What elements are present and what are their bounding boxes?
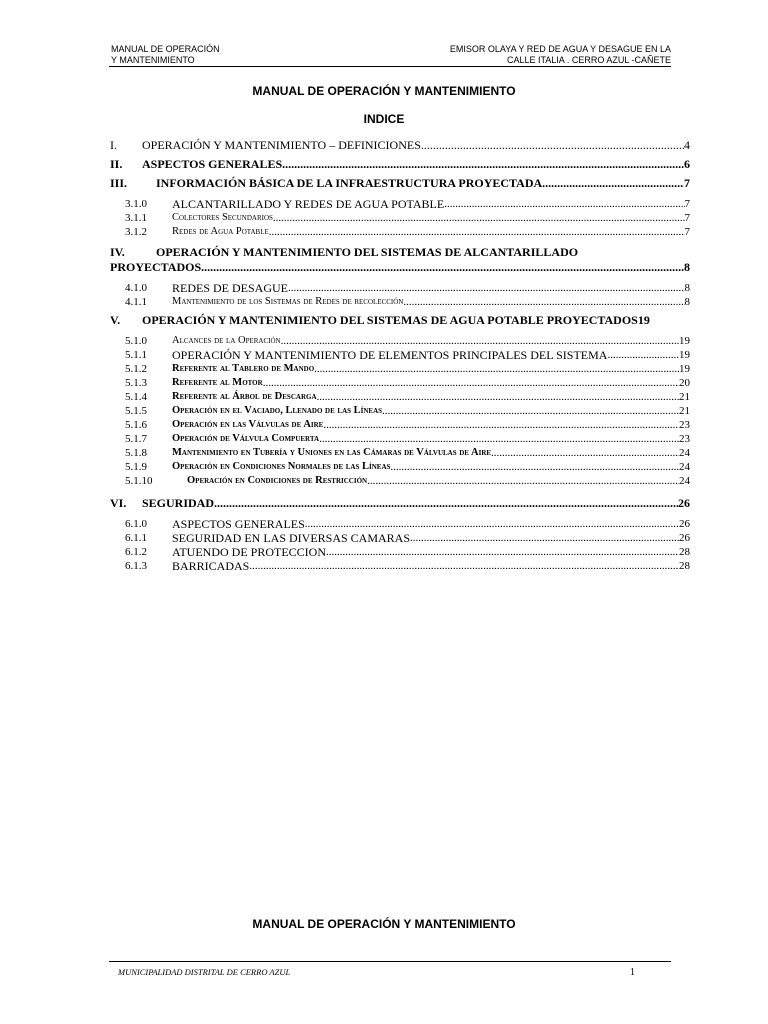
toc-page: 8 [684, 296, 690, 308]
toc-page: 24 [679, 447, 690, 459]
toc-number: 5.1.3 [125, 377, 147, 389]
table-of-contents [110, 134, 690, 573]
toc-number: 6.1.0 [125, 518, 147, 530]
toc-page: 28 [679, 560, 690, 572]
toc-number: II. [110, 157, 123, 171]
toc-number: 6.1.2 [125, 546, 147, 558]
toc-entry-6-1-2[interactable] [110, 545, 690, 559]
toc-entry-5-1-4[interactable] [110, 390, 690, 404]
toc-entry-5-1-9[interactable] [110, 460, 690, 474]
toc-text: Mantenimiento en Tubería y Uniones en las Cámaras de Válvulas de Aire [172, 447, 492, 458]
toc-number: 4.1.1 [125, 296, 147, 308]
toc-number: 5.1.4 [125, 391, 147, 403]
toc-page: 19 [637, 313, 650, 327]
toc-leader [305, 517, 679, 531]
toc-number: IV. [110, 245, 125, 259]
toc-page: 26 [679, 532, 690, 544]
toc-leader [282, 157, 684, 172]
toc-leader [367, 474, 679, 488]
toc-entry-6-1-1[interactable] [110, 531, 690, 545]
toc-text: ASPECTOS GENERALES [172, 517, 305, 531]
toc-entry-5-1-1[interactable] [110, 348, 690, 362]
toc-entry-5-1-6[interactable] [110, 418, 690, 432]
toc-page: 24 [679, 461, 690, 473]
toc-leader [263, 376, 679, 390]
toc-page: 26 [678, 496, 690, 510]
toc-leader [542, 176, 684, 191]
toc-number: 3.1.2 [125, 226, 147, 238]
toc-leader [491, 446, 679, 460]
toc-number: I. [110, 138, 117, 152]
toc-text-continued: PROYECTADOS [110, 260, 202, 274]
toc-page: 21 [679, 391, 690, 403]
toc-page: 19 [679, 335, 690, 347]
header-left-line2: Y MANTENIMIENTO [111, 55, 195, 65]
footer-divider [109, 961, 671, 962]
toc-leader [249, 559, 679, 573]
header-right-line1: EMISOR OLAYA Y RED DE AGUA Y DESAGUE EN LA [449, 44, 671, 54]
toc-text: SEGURIDAD EN LAS DIVERSAS CAMARAS [172, 531, 411, 545]
toc-page: 7 [684, 176, 690, 190]
footer-organization: MUNICIPALIDAD DISTRITAL DE CERRO AZUL [118, 967, 291, 977]
toc-page: 7 [684, 212, 690, 224]
toc-leader [314, 362, 679, 376]
toc-number: 5.1.10 [125, 475, 153, 487]
toc-page: 19 [679, 349, 690, 361]
toc-number: 5.1.0 [125, 335, 147, 347]
toc-text: Referente al Árbol de Descarga [172, 391, 317, 402]
toc-page: 23 [679, 433, 690, 445]
toc-number: 5.1.2 [125, 363, 147, 375]
toc-entry-6-1-0[interactable] [110, 517, 690, 531]
toc-leader [269, 225, 685, 239]
toc-text: Colectores Secundarios [172, 212, 273, 223]
toc-text: Referente al Motor [172, 377, 263, 388]
footer-title: MANUAL DE OPERACIÓN Y MANTENIMIENTO [252, 917, 516, 931]
toc-text: ALCANTARILLADO Y REDES DE AGUA POTABLE [172, 197, 445, 211]
toc-number: 5.1.8 [125, 447, 147, 459]
toc-entry-section-6[interactable] [110, 496, 690, 511]
toc-entry-4-1-1[interactable] [110, 295, 690, 309]
toc-leader [323, 418, 679, 432]
toc-entry-5-1-3[interactable] [110, 376, 690, 390]
toc-leader [201, 260, 684, 275]
toc-entry-section-5[interactable] [110, 313, 690, 328]
toc-entry-3-1-2[interactable] [110, 225, 690, 239]
toc-page: 8 [684, 260, 690, 274]
toc-page: 8 [684, 282, 690, 294]
toc-entry-5-1-2[interactable] [110, 362, 690, 376]
toc-text: OPERACIÓN Y MANTENIMIENTO – DEFINICIONES [142, 138, 421, 152]
toc-text: INFORMACIÓN BÁSICA DE LA INFRAESTRUCTURA PROYECTADA [156, 176, 543, 190]
toc-leader [410, 531, 679, 545]
toc-page: 21 [679, 405, 690, 417]
toc-number: 5.1.5 [125, 405, 147, 417]
toc-text: Operación de Válvula Compuerta [172, 433, 320, 444]
toc-text: OPERACIÓN Y MANTENIMIENTO DEL SISTEMAS DE ALCANTARILLADO [156, 245, 579, 259]
page-number: 1 [630, 967, 635, 978]
toc-text: Redes de Agua Potable [172, 226, 269, 237]
toc-number: 6.1.3 [125, 560, 147, 572]
toc-leader [281, 334, 679, 348]
toc-number: III. [110, 176, 128, 190]
toc-entry-3-1-1[interactable] [110, 211, 690, 225]
header-right-line2: CALLE ITALIA . CERRO AZUL -CAÑETE [506, 55, 671, 65]
toc-number: 5.1.9 [125, 461, 147, 473]
toc-number: 5.1.7 [125, 433, 147, 445]
toc-page: 26 [679, 518, 690, 530]
toc-entry-4-1-0[interactable] [110, 281, 690, 295]
toc-leader [214, 496, 678, 511]
toc-leader [288, 281, 685, 295]
toc-page: 6 [684, 157, 690, 171]
toc-entry-section-2[interactable] [110, 157, 690, 172]
index-heading: INDICE [363, 112, 405, 126]
toc-leader [326, 545, 679, 559]
toc-text: ASPECTOS GENERALES [142, 157, 283, 171]
toc-page: 19 [679, 363, 690, 375]
toc-entry-6-1-3[interactable] [110, 559, 690, 573]
toc-leader [607, 348, 679, 362]
toc-number: 4.1.0 [125, 282, 147, 294]
toc-leader [403, 295, 684, 309]
toc-leader [317, 390, 680, 404]
toc-text: Operación en el Vaciado, Llenado de las Líneas [172, 405, 383, 416]
toc-leader [444, 197, 684, 211]
toc-leader [421, 138, 684, 153]
toc-text: OPERACIÓN Y MANTENIMIENTO DE ELEMENTOS PRINCIPALES DEL SISTEMA [172, 348, 608, 362]
toc-text: BARRICADAS [172, 559, 250, 573]
toc-number: 5.1.6 [125, 419, 147, 431]
toc-text: Operación en las Válvulas de Aire [172, 419, 324, 430]
header-left-line1: MANUAL DE OPERACIÓN [111, 44, 220, 54]
toc-number: VI. [110, 496, 127, 510]
toc-number: V. [110, 313, 121, 327]
toc-leader [382, 404, 679, 418]
toc-text: OPERACIÓN Y MANTENIMIENTO DEL SISTEMAS DE AGUA POTABLE PROYECTADOS [142, 313, 638, 327]
toc-page: 23 [679, 419, 690, 431]
toc-entry-section-3[interactable] [110, 176, 690, 191]
toc-page: 7 [684, 226, 690, 238]
toc-page: 20 [679, 377, 690, 389]
toc-page: 24 [679, 475, 690, 487]
toc-page: 28 [679, 546, 690, 558]
header-right [450, 44, 671, 66]
toc-number: 3.1.1 [125, 212, 147, 224]
toc-number: 3.1.0 [125, 198, 147, 210]
header-divider [109, 66, 671, 67]
toc-number: 6.1.1 [125, 532, 147, 544]
toc-number: 5.1.1 [125, 349, 147, 361]
toc-entry-5-1-7[interactable] [110, 432, 690, 446]
toc-entry-5-1-5[interactable] [110, 404, 690, 418]
toc-text: Operación en Condiciones de Restricción [187, 475, 368, 486]
header-left [111, 44, 220, 66]
toc-leader [319, 432, 679, 446]
toc-text: Mantenimiento de los Sistemas de Redes de recolección [172, 296, 404, 307]
toc-entry-section-4[interactable] [110, 245, 690, 275]
toc-text: SEGURIDAD [142, 496, 215, 510]
toc-leader [390, 460, 679, 474]
document-title: MANUAL DE OPERACIÓN Y MANTENIMIENTO [252, 84, 516, 98]
toc-entry-5-1-10[interactable] [110, 474, 690, 488]
toc-text: ATUENDO DE PROTECCION [172, 545, 326, 559]
toc-text: REDES DE DESAGUE [172, 281, 288, 295]
toc-entry-section-1[interactable] [110, 138, 690, 153]
toc-page: 4 [684, 138, 690, 152]
toc-entry-5-1-0[interactable] [110, 334, 690, 348]
toc-entry-3-1-0[interactable] [110, 197, 690, 211]
toc-text: Referente al Tablero de Mando [172, 363, 315, 374]
toc-leader [273, 211, 685, 225]
toc-page: 7 [684, 198, 690, 210]
toc-text: Operación en Condiciones Normales de las Líneas [172, 461, 391, 472]
toc-text: Alcances de la Operación [172, 335, 281, 346]
toc-entry-5-1-8[interactable] [110, 446, 690, 460]
